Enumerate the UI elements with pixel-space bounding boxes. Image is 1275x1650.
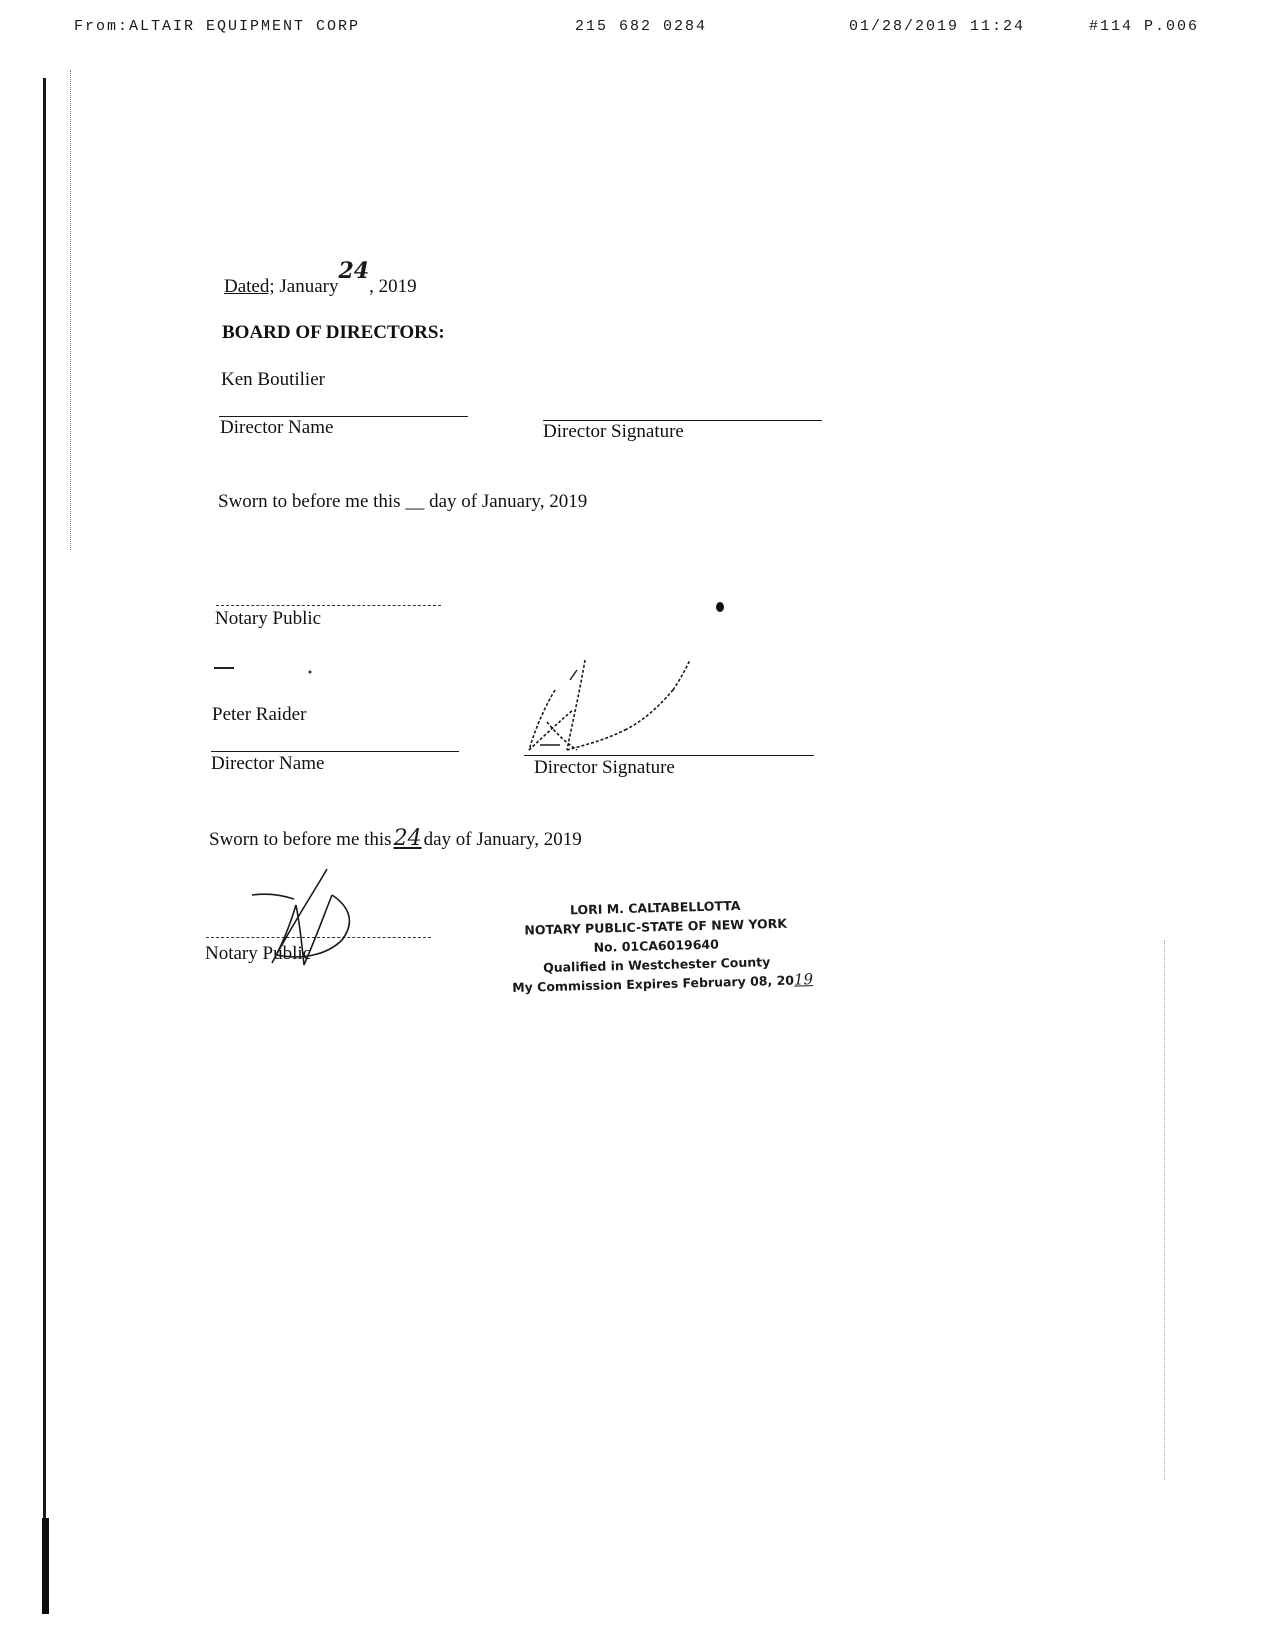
director-1-notary-label: Notary Public [215,608,322,629]
fax-datetime: 01/28/2019 11:24 [849,18,1026,35]
notary-stamp-name: LORI M. CALTABELLOTTA [569,897,741,918]
director-2-sworn-suffix: day of January, 2019 [423,829,582,850]
director-1-name: Ken Boutilier [221,369,325,390]
director-2-notary-label: Notary Public [205,943,312,964]
board-heading: BOARD OF DIRECTORS: [222,322,445,343]
director-2-signature-label: Director Signature [534,757,675,778]
fax-header [0,18,1275,40]
director-2-name: Peter Raider [212,704,307,725]
director-1-signature-label: Director Signature [543,421,684,442]
fax-page-number: #114 P.006 [1089,18,1200,35]
director-1-sworn-prefix: Sworn to before me this [218,491,401,512]
notary-stamp-expiry-text: My Commission Expires February 08, 20 [512,972,795,995]
director-1-name-label: Director Name [220,417,334,438]
director-2-signature [525,650,710,760]
scan-noise-right [1164,940,1166,1480]
dated-year: , 2019 [369,276,417,297]
dated-month: January [279,276,339,297]
notary-stamp [510,894,814,997]
director-2-name-line [211,751,459,752]
dated-day-handwritten: 24 [338,258,370,284]
director-2-sworn-line [209,828,582,850]
fax-phone: 215 682 0284 [575,18,708,35]
fax-sender: From:ALTAIR EQUIPMENT CORP [74,18,361,35]
notary-stamp-number: No. 01CA6019640 [593,936,720,955]
dated-label: Dated; [224,276,275,297]
notary-stamp-expiry-year-handwritten: 19 [793,970,814,989]
dated-line [224,258,417,297]
scan-edge-line [43,78,46,1613]
director-1-sworn-day: __ [405,491,425,512]
scan-noise-left [70,70,72,550]
notary-stamp-county: Qualified in Westchester County [542,954,771,976]
director-2-sworn-day: 24 [393,826,422,851]
director-1-sworn-line [218,492,587,511]
director-2-name-label: Director Name [211,753,325,774]
director-2-sworn-prefix: Sworn to before me this [209,829,392,850]
notary-signature [232,865,362,975]
notary-stamp-title: NOTARY PUBLIC-STATE OF NEW YORK [524,915,788,938]
director-1-sworn-suffix: day of January, 2019 [429,491,588,512]
scan-edge-mark [42,1518,49,1614]
